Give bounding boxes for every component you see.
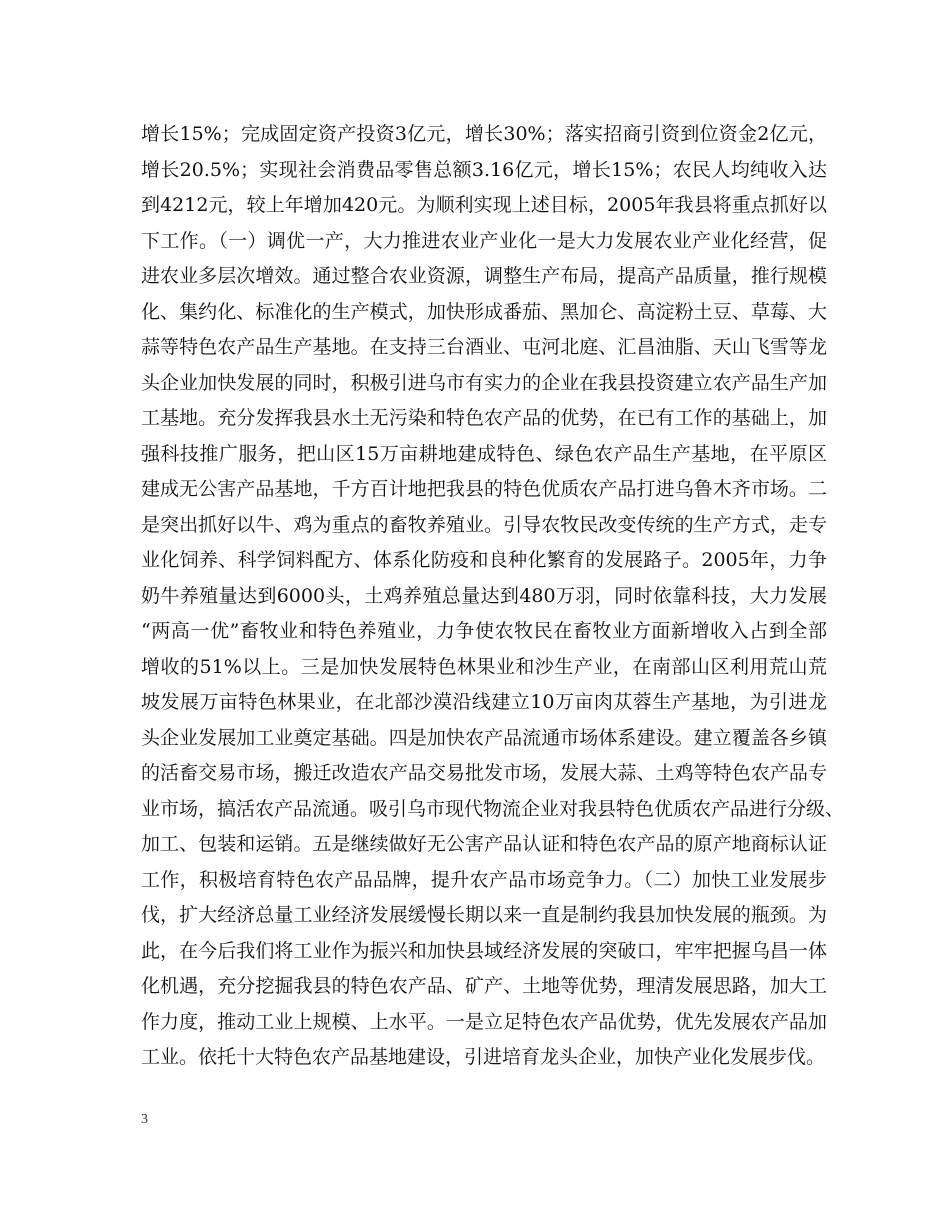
text-line: 蒜等特色农产品生产基地。在支持三台酒业、屯河北庭、汇昌油脂、天山飞雪等龙 [141, 336, 827, 358]
text-line: 头企业加快发展的同时，积极引进乌市有实力的企业在我县投资建立农产品生产加 [141, 371, 827, 394]
text-line: 坡发展万亩特色林果业，在北部沙漠沿线建立10万亩肉苁蓉生产基地，为引进龙 [141, 691, 827, 713]
text-line: 进农业多层次增效。通过整合农业资源，调整生产布局，提高产品质量，推行规模 [141, 265, 827, 287]
text-line: 增收的51%以上。三是加快发展特色林果业和沙生产业，在南部山区利用荒山荒 [141, 655, 827, 678]
text-line: 到4212元，较上年增加420元。为顺利实现上述目标，2005年我县将重点抓好以 [141, 194, 827, 216]
text-line: 作力度，推动工业上规模、上水平。一是立足特色农产品优势，优先发展农产品加 [141, 1010, 827, 1033]
text-line: 此，在今后我们将工业作为振兴和加快县域经济发展的突破口，牢牢把握乌昌一体 [141, 939, 827, 962]
text-line: 是突出抓好以牛、鸡为重点的畜牧养殖业。引导农牧民改变传统的生产方式，走专 [141, 513, 827, 536]
text-line: 伐，扩大经济总量工业经济发展缓慢长期以来一直是制约我县加快发展的瓶颈。为 [141, 904, 827, 926]
text-line: 业化饲养、科学饲料配方、体系化防疫和良种化繁育的发展路子。2005年，力争 [141, 549, 827, 571]
text-line: 化、集约化、标准化的生产模式，加快形成番茄、黑加仑、高淀粉土豆、草莓、大 [141, 300, 827, 323]
page-number: 3 [141, 1112, 148, 1127]
text-line: 头企业发展加工业奠定基础。四是加快农产品流通市场体系建设。建立覆盖各乡镇 [141, 726, 827, 749]
text-line: 下工作。（一）调优一产，大力推进农业产业化一是大力发展农业产业化经营，促 [141, 229, 827, 252]
text-line: 工作，积极培育特色农产品品牌，提升农产品市场竞争力。（二）加快工业发展步 [141, 868, 827, 891]
text-line: 工业。依托十大特色农产品基地建设，引进培育龙头企业，加快产业化发展步伐。 [141, 1046, 826, 1068]
text-line: 化机遇，充分挖掘我县的特色农产品、矿产、土地等优势，理清发展思路，加大工 [141, 975, 827, 997]
text-line: “两高一优”畜牧业和特色养殖业，力争使农牧民在畜牧业方面新增收入占到全部 [141, 620, 827, 642]
text-line: 建成无公害产品基地，千方百计地把我县的特色优质农产品打进乌鲁木齐市场。二 [141, 478, 827, 500]
text-line: 的活畜交易市场，搬迁改造农产品交易批发市场，发展大蒜、土鸡等特色农产品专 [141, 762, 827, 784]
text-line: 增长15%；完成固定资产投资3亿元，增长30%；落实招商引资到位资金2亿元， [141, 123, 827, 145]
text-line: 业市场，搞活农产品流通。吸引乌市现代物流企业对我县特色优质农产品进行分级、 [141, 797, 845, 820]
body-paragraph [141, 117, 845, 1076]
text-line: 强科技推广服务，把山区15万亩耕地建成特色、绿色农产品生产基地，在平原区 [141, 442, 827, 465]
text-line: 增长20.5%；实现社会消费品零售总额3.16亿元，增长15%；农民人均纯收入达 [141, 158, 827, 181]
text-line: 奶牛养殖量达到6000头，土鸡养殖总量达到480万羽，同时依靠科技，大力发展 [141, 584, 827, 607]
text-line: 加工、包装和运销。五是继续做好无公害产品认证和特色农产品的原产地商标认证 [141, 833, 827, 855]
text-line: 工基地。充分发挥我县水土无污染和特色农产品的优势，在已有工作的基础上，加 [141, 407, 827, 429]
